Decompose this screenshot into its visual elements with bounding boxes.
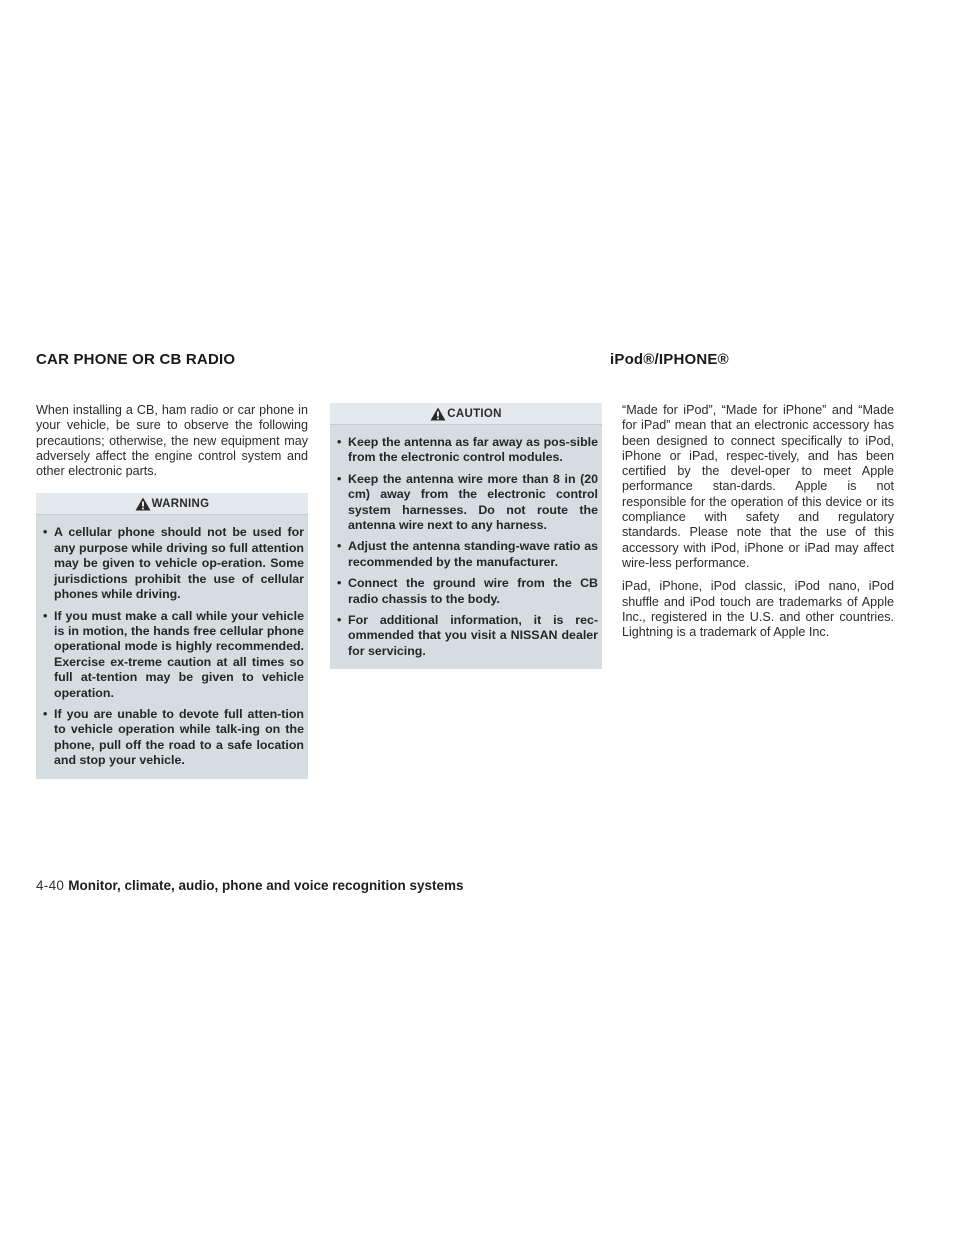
chapter-title: Monitor, climate, audio, phone and voice recognition systems (68, 878, 464, 893)
column-right (622, 403, 894, 648)
caution-icon (430, 407, 446, 421)
caution-header (330, 403, 602, 425)
ipod-trademark-paragraph: iPad, iPhone, iPod classic, iPod nano, iPod shuffle and iPod touch are trademarks of Apple Inc., registered in the U.S. and other countries. Lightning is a trademark of Apple Inc. (622, 579, 894, 640)
warning-header (36, 493, 308, 515)
warning-box (36, 493, 308, 778)
section-heading-ipod: iPod®/IPHONE® (610, 351, 729, 368)
ipod-made-for-paragraph: “Made for iPod”, “Made for iPhone” and “Made for iPad” mean that an electronic accessory has been designed to connect specifically to iPod, iPhone or iPad, respec-tively, and has been certified by the devel-oper to meet Apple performance stan-dards. Apple is not responsible for the operation of this device or its compliance with safety and regulatory standards. Please note that the use of this accessory with iPod, iPhone or iPad may affect wire-less performance. (622, 403, 894, 570)
section-heading-car-phone: CAR PHONE OR CB RADIO (36, 351, 236, 368)
bullet: • (43, 525, 48, 540)
warning-icon (135, 497, 151, 511)
bullet: • (337, 613, 342, 628)
bullet: • (337, 539, 342, 554)
bullet: • (43, 706, 48, 721)
caution-title: CAUTION (447, 407, 502, 420)
intro-paragraph: When installing a CB, ham radio or car phone in your vehicle, be sure to observe the following precautions; otherwise, the new equipment may adversely affect the engine control system and other electronic parts. (36, 403, 308, 479)
caution-item: • For additional information, it is rec-ommended that you visit a NISSAN dealer for servicing. (337, 613, 598, 658)
caution-box (330, 403, 602, 669)
caution-item: • Adjust the antenna standing-wave ratio as recommended by the manufacturer. (337, 539, 598, 569)
column-left (36, 403, 308, 779)
bullet: • (337, 576, 342, 591)
page-number: 4-40 (36, 878, 65, 893)
warning-item: • If you are unable to devote full atten-tion to vehicle operation while talk-ing on the phone, pull off the road to a safe location and stop your vehicle. (43, 706, 304, 768)
warning-item: • A cellular phone should not be used for any purpose while driving so full attention may be given to vehicle op-eration. Some jurisdictions prohibit the use of cellular phones while driving. (43, 525, 304, 602)
bullet: • (43, 608, 48, 623)
caution-item: • Keep the antenna as far away as pos-sible from the electronic control modules. (337, 435, 598, 465)
caution-item: • Connect the ground wire from the CB radio chassis to the body. (337, 576, 598, 606)
bullet: • (337, 471, 342, 486)
warning-title: WARNING (151, 497, 210, 510)
page-footer (36, 878, 464, 893)
warning-item: • If you must make a call while your vehicle is in motion, the hands free cellular phone operational mode is highly recommended. Exercise ex-treme caution at all times so full at-tention may be given to vehicle operation. (43, 608, 304, 700)
bullet: • (337, 435, 342, 449)
caution-item: • Keep the antenna wire more than 8 in (20 cm) away from the electronic control system harnesses. Do not route the antenna wire next to any harness. (337, 471, 598, 533)
column-middle (330, 403, 602, 669)
